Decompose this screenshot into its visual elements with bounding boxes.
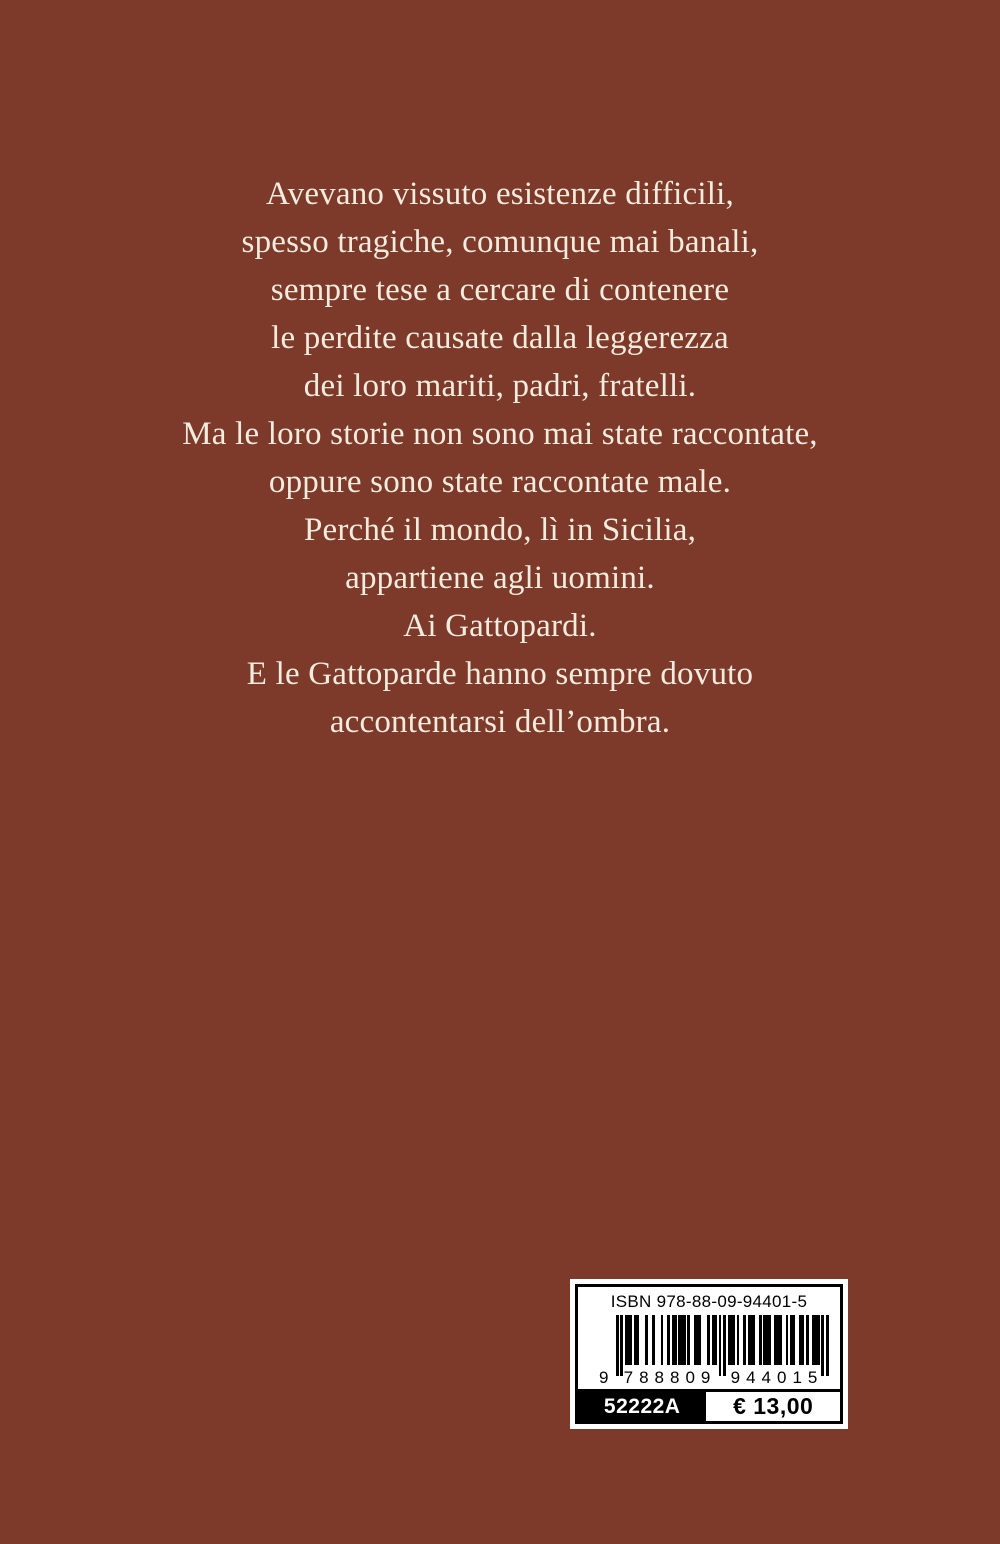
edition-code: 52222A — [578, 1392, 706, 1421]
blurb-line: Ai Gattopardi. — [403, 608, 597, 644]
blurb-line: sempre tese a cercare di contenere — [270, 272, 730, 308]
ean13-left-digits: 788809 — [623, 1368, 717, 1387]
blurb-line: oppure sono state raccontate male. — [268, 464, 732, 500]
blurb-line: Avevano vissuto esistenze difficili, — [266, 176, 734, 212]
blurb-line: dei loro mariti, padri, fratelli. — [303, 368, 697, 404]
ean13-barcode — [578, 1312, 840, 1389]
blurb-line: appartiene agli uomini. — [345, 560, 655, 596]
blurb-line: Ma le loro storie non sono mai state raccontate, — [182, 416, 818, 452]
price: € 13,00 — [706, 1392, 840, 1421]
blurb-line: Perché il mondo, lì in Sicilia, — [303, 512, 697, 548]
isbn-text: ISBN 978-88-09-94401-5 — [610, 1292, 808, 1311]
blurb-line: E le Gattoparde hanno sempre dovuto — [246, 656, 754, 692]
blurb-line: spesso tragiche, comunque mai banali, — [241, 224, 759, 260]
ean13-first-digit: 9 — [599, 1368, 609, 1387]
back-cover-blurb — [0, 170, 1000, 746]
blurb-line: accontentarsi dell’ombra. — [329, 704, 671, 740]
blurb-line: le perdite causate dalla leggerezza — [271, 320, 729, 356]
price-barcode-label-frame — [575, 1284, 843, 1424]
ean13-right-digits: 944015 — [730, 1368, 824, 1387]
price-barcode-label — [570, 1279, 848, 1429]
label-bottom-row — [578, 1389, 840, 1421]
